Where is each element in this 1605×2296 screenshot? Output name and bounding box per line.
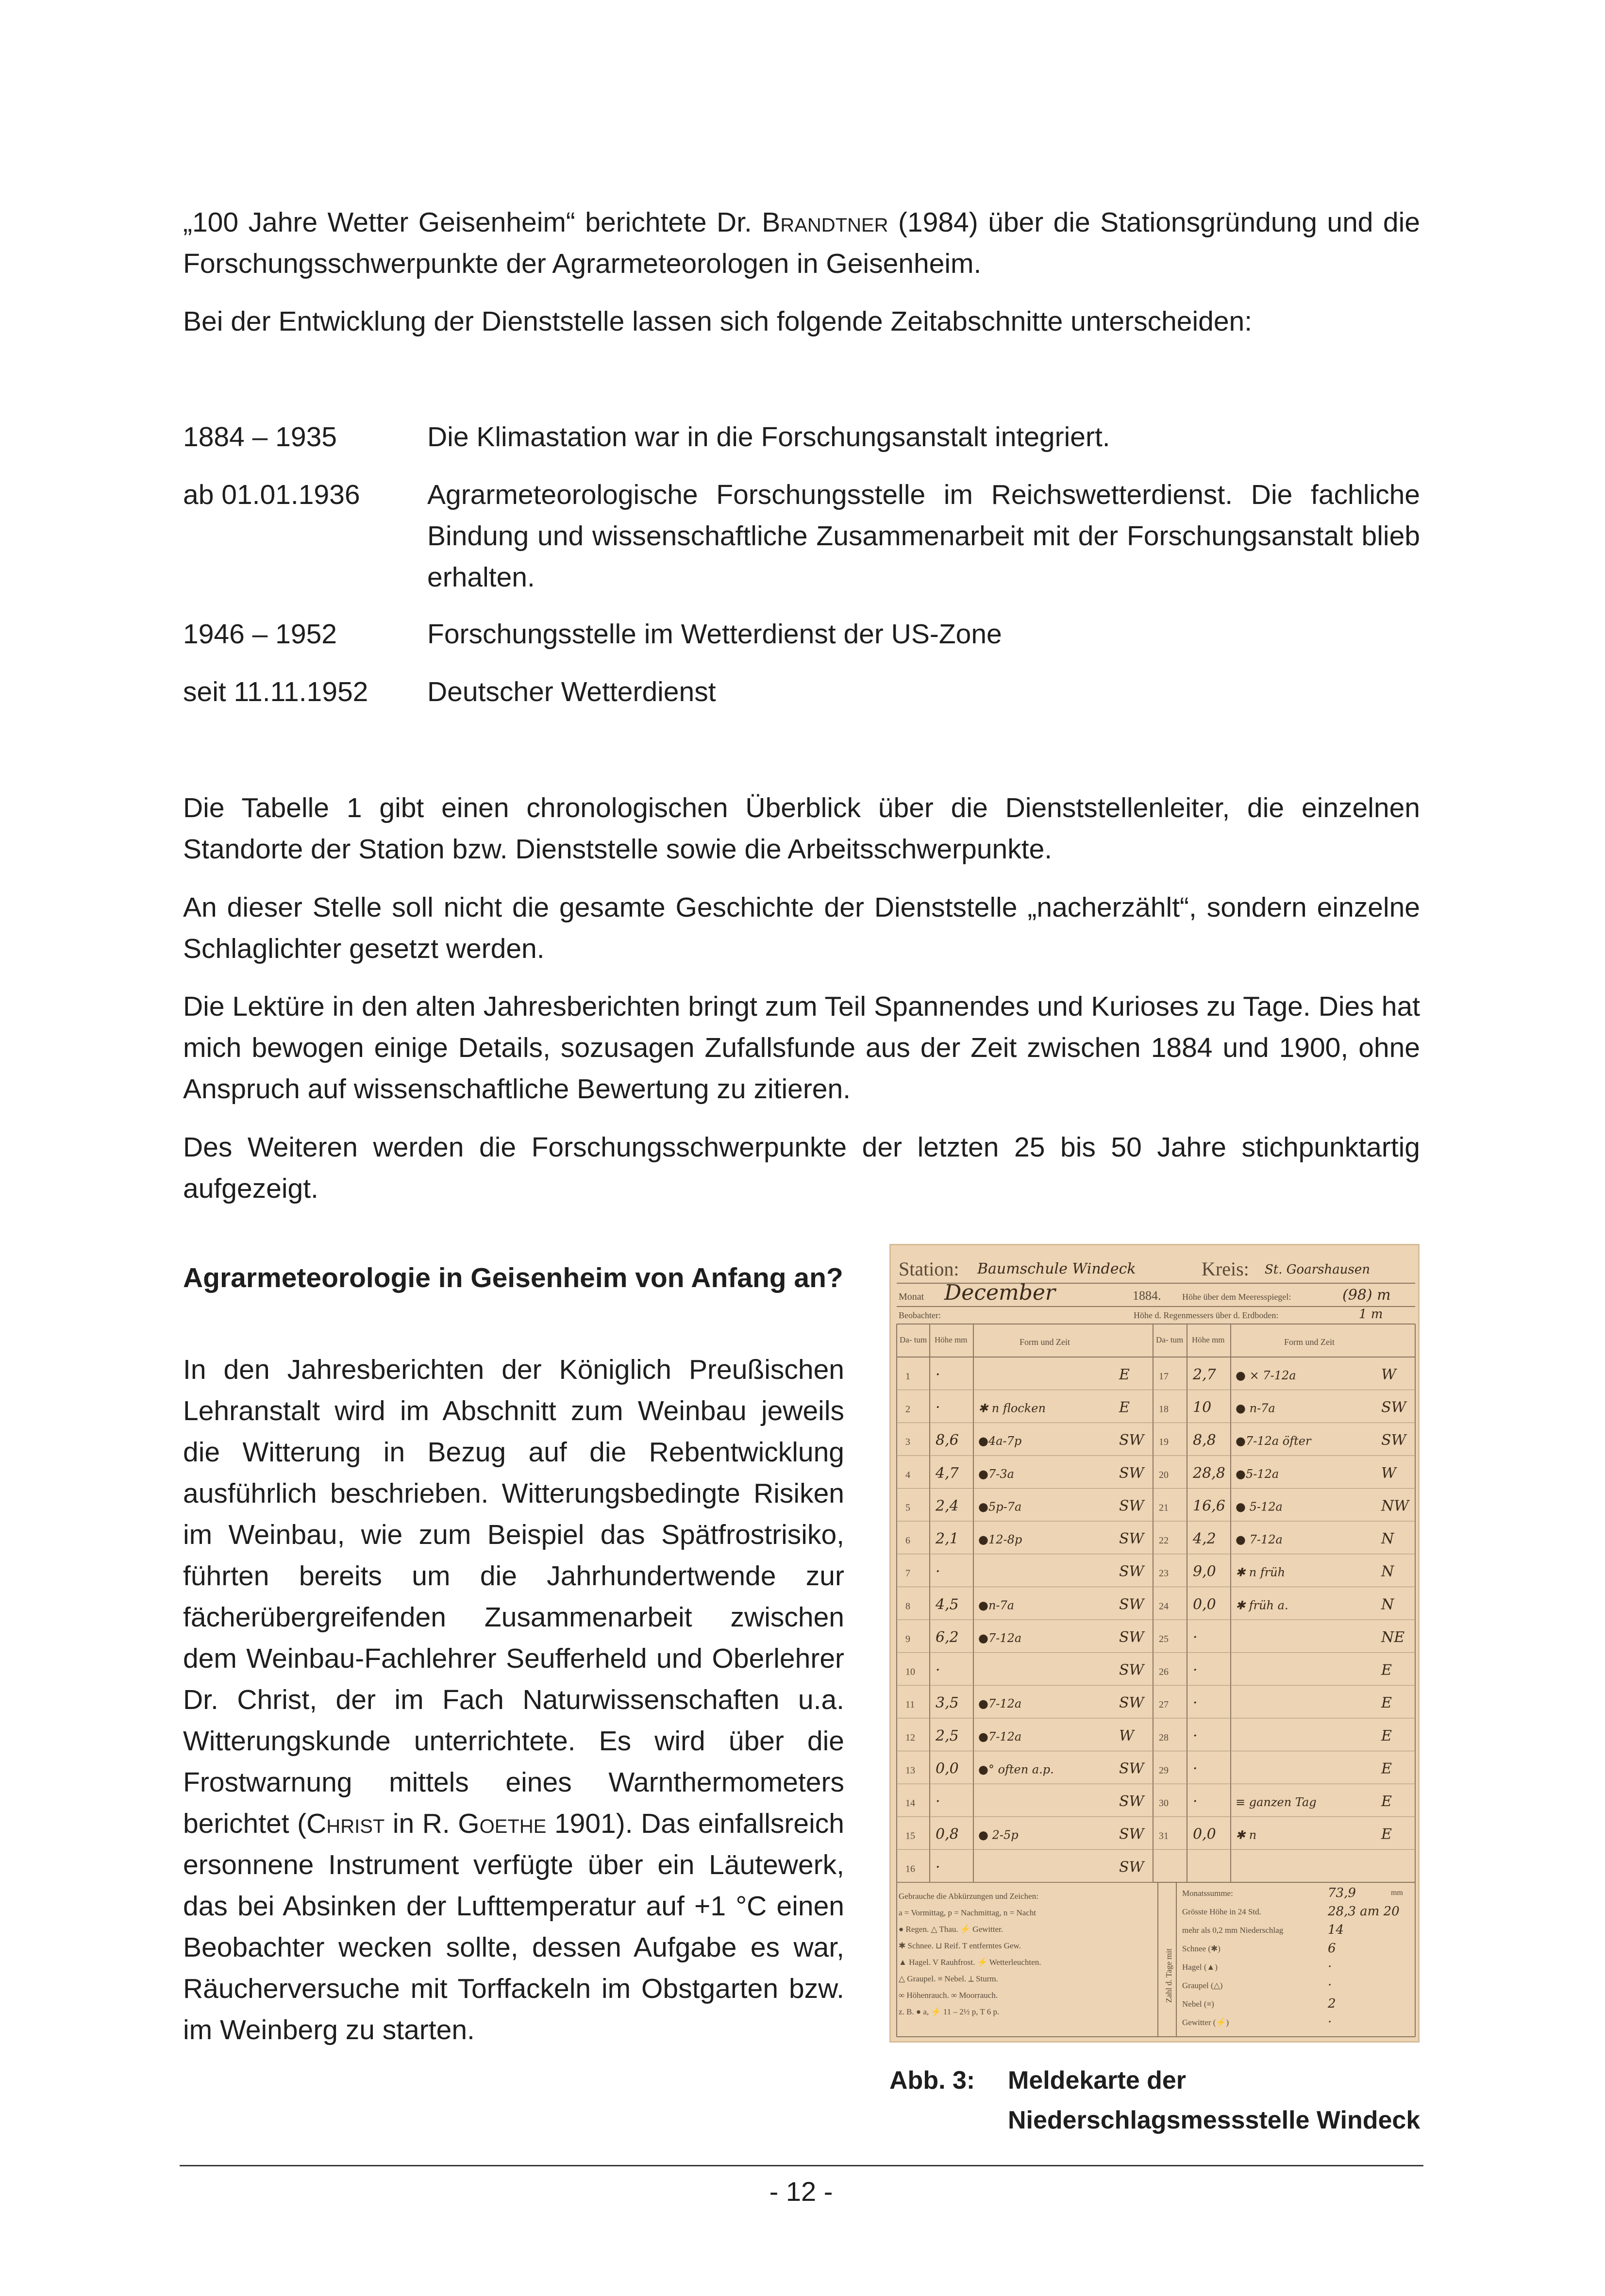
- card-day: 21: [1159, 1502, 1169, 1513]
- card-day: 10: [905, 1666, 915, 1677]
- card-form-time: ●° often a.p.: [978, 1762, 1054, 1776]
- card-form-time: ● 7-12a: [1236, 1533, 1283, 1547]
- card-day: 18: [1159, 1404, 1169, 1415]
- card-day: 7: [905, 1568, 910, 1579]
- card-day: 3: [905, 1437, 910, 1448]
- card-amount: 9,0: [1193, 1563, 1216, 1580]
- report-card-drawing: [891, 1245, 1420, 2043]
- card-day: 9: [905, 1633, 910, 1644]
- body-paragraph: Die Tabelle 1 gibt einen chronologischen Überblick über die Dienststellenleiter, die einzelnen Standorte der Station bzw. Dienststelle sowie die Arbeitsschwerpunkte.: [183, 792, 1420, 865]
- card-day: 24: [1159, 1601, 1169, 1612]
- card-wind: SW: [1119, 1760, 1144, 1777]
- card-day: 19: [1159, 1437, 1169, 1448]
- figure-caption: Meldekarte der Niederschlagsmessstelle Windeck: [1008, 2066, 1421, 2134]
- card-day: 23: [1159, 1568, 1169, 1579]
- summary-line: Schnee (✱): [1182, 1944, 1220, 1953]
- card-amount: ·: [1193, 1628, 1198, 1646]
- col-form-left: Form und Zeit: [1020, 1337, 1070, 1347]
- card-amount: 6,2: [936, 1628, 959, 1646]
- periods-intro: Bei der Entwicklung der Dienststelle lassen sich folgende Zeitabschnitte unterscheiden:: [183, 306, 1253, 337]
- card-wind: SW: [1119, 1859, 1144, 1876]
- summary-value: 73,9: [1328, 1886, 1356, 1900]
- summary-value: 28,3 am 20: [1328, 1904, 1400, 1919]
- card-amount: ·: [936, 1793, 940, 1810]
- citation-author: Christ: [306, 1808, 385, 1839]
- card-amount: ·: [1193, 1760, 1198, 1777]
- card-form-time: ●7-3a: [978, 1467, 1014, 1481]
- card-form-time: ●7-12a: [978, 1697, 1022, 1711]
- report-card-image: [889, 1244, 1420, 2043]
- card-wind: SW: [1119, 1628, 1144, 1646]
- card-wind: NW: [1381, 1497, 1409, 1515]
- card-amount: 2,4: [936, 1497, 959, 1515]
- page-number: - 12 -: [769, 2176, 833, 2207]
- beobachter-label: Beobachter:: [899, 1310, 941, 1320]
- legend-line: ✱ Schnee. ⊔ Reif. T entferntes Gew.: [899, 1941, 1021, 1950]
- card-day: 15: [905, 1830, 915, 1842]
- card-day: 11: [905, 1699, 915, 1710]
- card-form-time: ●n-7a: [978, 1598, 1015, 1612]
- card-day: 27: [1159, 1699, 1169, 1710]
- period-text: Die Klimastation war in die Forschungsanstalt integriert.: [427, 421, 1110, 452]
- card-amount: ·: [936, 1563, 940, 1580]
- card-amount: ·: [1193, 1793, 1198, 1810]
- kreis-value: St. Goarshausen: [1265, 1262, 1370, 1277]
- card-day: 17: [1159, 1371, 1169, 1382]
- card-wind: E: [1381, 1727, 1392, 1744]
- year-label: 1884.: [1133, 1289, 1161, 1303]
- legend-title: Gebrauche die Abkürzungen und Zeichen:: [899, 1892, 1038, 1901]
- body-paragraph: Des Weiteren werden die Forschungsschwerpunkte der letzten 25 bis 50 Jahre stichpunktartig aufgezeigt.: [183, 1132, 1420, 1204]
- card-wind: E: [1381, 1760, 1392, 1777]
- card-wind: SW: [1119, 1596, 1144, 1613]
- summary-unit: mm: [1391, 1889, 1403, 1897]
- card-wind: SW: [1119, 1464, 1144, 1482]
- citation-author: Goethe: [458, 1808, 547, 1839]
- summary-vertical-label: Zahl d. Tage mit: [1164, 1948, 1173, 2003]
- card-wind: N: [1381, 1563, 1394, 1580]
- card-form-time: ≡ ganzen Tag: [1236, 1795, 1317, 1810]
- intro-paragraph: „100 Jahre Wetter Geisenheim“ berichtete Dr. Brandtner (1984) über die Stationsgründung und die Forschungsschwerpunkte der Agrarmeteorologen in Geisenheim.: [183, 207, 1420, 279]
- card-amount: ·: [936, 1859, 940, 1876]
- card-wind: SW: [1119, 1530, 1144, 1548]
- col-form-right: Form und Zeit: [1284, 1337, 1335, 1347]
- author-name: Brandtner: [762, 207, 888, 238]
- card-day: 5: [905, 1502, 910, 1513]
- footer-rule: [180, 2165, 1423, 2166]
- card-day: 8: [905, 1601, 910, 1612]
- summary-line: mehr als 0,2 mm Niederschlag: [1182, 1926, 1284, 1935]
- card-amount: 3,5: [936, 1694, 959, 1712]
- card-day: 26: [1159, 1666, 1169, 1677]
- card-wind: W: [1381, 1464, 1396, 1482]
- card-amount: 16,6: [1193, 1497, 1225, 1515]
- card-amount: 2,5: [936, 1727, 959, 1744]
- summary-line: Monatssumme:: [1182, 1889, 1233, 1898]
- kreis-label: Kreis:: [1202, 1258, 1249, 1280]
- figure-label: Abb. 3:: [889, 2066, 975, 2095]
- legend-line: ∞ Höhenrauch. ∞ Moorrauch.: [899, 1991, 998, 2000]
- period-date: 1884 – 1935: [183, 421, 337, 452]
- regenmesser-value: 1 m: [1359, 1307, 1383, 1322]
- card-amount: 0,8: [936, 1826, 959, 1843]
- summary-line: Grösste Höhe in 24 Std.: [1182, 1907, 1261, 1916]
- summary-line: Nebel (≡): [1182, 1999, 1214, 2009]
- card-wind: E: [1381, 1826, 1392, 1843]
- hoehe-label: Höhe über dem Meeresspiegel:: [1182, 1292, 1291, 1302]
- summary-value: 14: [1328, 1923, 1344, 1937]
- card-amount: 0,0: [1193, 1826, 1216, 1843]
- card-wind: SW: [1119, 1497, 1144, 1515]
- card-wind: SW: [1119, 1432, 1144, 1449]
- card-day: 6: [905, 1535, 910, 1546]
- card-day: 20: [1159, 1469, 1169, 1480]
- card-amount: 4,7: [936, 1464, 959, 1482]
- card-day: 2: [905, 1404, 910, 1415]
- card-wind: SW: [1119, 1694, 1144, 1712]
- card-amount: 28,8: [1193, 1464, 1225, 1482]
- col-datum-right: Da- tum: [1156, 1335, 1184, 1344]
- card-amount: ·: [936, 1661, 940, 1679]
- card-amount: ·: [1193, 1727, 1198, 1744]
- section-paragraph: In den Jahresberichten der Königlich Preußischen Lehranstalt wird im Abschnitt zum Weinbau jeweils die Witterung in Bezug auf die Rebentwicklung ausführlich beschrieben. Witterungsbedingte Risiken im Weinbau, wie zum Beispiel das Spätfrostrisiko, führten bereits um die Jahrhundertwende zur fächerübergreifenden Zusammenarbeit zwischen dem Weinbau-Fachlehrer Seufferheld und Oberlehrer Dr. Christ, der im Fach Naturwissenschaften u.a. Witterungskunde unterrichtete. Es wird über die Frostwarnung mittels eines Warnthermometers berichtet (Christ in R. Goethe 1901). Das einfallsreich ersonnene Instrument verfügte über ein Läutewerk, das bei Absinken der Lufttemperatur auf +1 °C einen Beobachter wecken sollte, dessen Aufgabe es war, Räucherversuche mit Torffackeln im Obstgarten bzw. im Weinberg zu starten.: [183, 1354, 844, 2045]
- summary-value: ·: [1328, 1978, 1332, 1993]
- card-wind: N: [1381, 1530, 1394, 1548]
- period-text: Deutscher Wetterdienst: [427, 676, 716, 707]
- card-form-time: ● n-7a: [1236, 1401, 1275, 1415]
- card-form-time: ●7-12a: [978, 1729, 1022, 1743]
- card-day: 30: [1159, 1798, 1169, 1809]
- body-paragraph: Die Lektüre in den alten Jahresberichten bringt zum Teil Spannendes und Kurioses zu Tage. Dies hat mich bewogen einige Details, sozusagen Zufallsfunde aus der Zeit zwischen 1884 und 1900, ohne Anspruch auf wissenschaftliche Bewertung zu zitieren.: [183, 991, 1420, 1105]
- card-wind: E: [1381, 1661, 1392, 1679]
- card-day: 4: [905, 1469, 910, 1480]
- legend-line: a = Vormittag, p = Nachmittag, n = Nacht: [899, 1908, 1037, 1917]
- card-day: 29: [1159, 1765, 1169, 1776]
- monat-label: Monat: [899, 1291, 924, 1302]
- card-day: 22: [1159, 1535, 1169, 1546]
- summary-value: ·: [1328, 1960, 1332, 1974]
- card-wind: W: [1381, 1366, 1396, 1383]
- card-form-time: ✱ n flocken: [978, 1401, 1046, 1415]
- card-amount: 0,0: [936, 1760, 959, 1777]
- card-form-time: ●4a-7p: [978, 1434, 1022, 1448]
- card-form-time: ✱ n: [1236, 1828, 1257, 1842]
- card-wind: NE: [1381, 1628, 1405, 1646]
- card-wind: E: [1119, 1366, 1130, 1383]
- legend-line: ● Regen. △ Thau. ⚡ Gewitter.: [899, 1925, 1003, 1934]
- card-form-time: ✱ früh a.: [1236, 1598, 1288, 1612]
- card-form-time: ●7-12a öfter: [1236, 1434, 1311, 1448]
- card-day: 31: [1159, 1830, 1169, 1842]
- summary-value: 6: [1328, 1941, 1336, 1956]
- card-wind: W: [1119, 1727, 1134, 1744]
- card-form-time: ● 5-12a: [1236, 1500, 1283, 1514]
- legend-line: △ Graupel. ≡ Nebel. ⟂ Sturm.: [899, 1974, 998, 1983]
- summary-line: Hagel (▲): [1182, 1962, 1218, 1972]
- card-amount: ·: [1193, 1661, 1198, 1679]
- card-amount: 8,8: [1193, 1432, 1216, 1449]
- summary-value: 2: [1328, 1996, 1336, 2011]
- card-day: 28: [1159, 1732, 1169, 1743]
- summary-line: Gewitter (⚡): [1182, 2018, 1229, 2027]
- regenmesser-label: Höhe d. Regenmessers über d. Erdboden:: [1134, 1310, 1279, 1320]
- card-wind: SW: [1119, 1661, 1144, 1679]
- card-wind: SW: [1119, 1793, 1144, 1810]
- card-day: 12: [905, 1732, 915, 1743]
- card-wind: E: [1381, 1793, 1392, 1810]
- card-day: 25: [1159, 1633, 1169, 1644]
- card-amount: ·: [936, 1366, 940, 1383]
- hoehe-value: (98) m: [1342, 1287, 1391, 1304]
- card-form-time: ●7-12a: [978, 1631, 1022, 1645]
- period-text: Forschungsstelle im Wetterdienst der US-Zone: [427, 619, 1002, 650]
- card-form-time: ● 2-5p: [978, 1828, 1019, 1842]
- card-amount: 4,5: [936, 1596, 959, 1613]
- card-amount: 4,2: [1193, 1530, 1216, 1548]
- period-date: ab 01.01.1936: [183, 479, 360, 510]
- card-wind: SW: [1119, 1563, 1144, 1580]
- monat-value: December: [944, 1280, 1055, 1305]
- section-heading: Agrarmeteorologie in Geisenheim von Anfang an?: [183, 1262, 843, 1293]
- card-day: 16: [905, 1863, 915, 1875]
- card-form-time: ✱ n früh: [1236, 1565, 1286, 1579]
- card-form-time: ●5-12a: [1236, 1467, 1279, 1481]
- card-day: 14: [905, 1798, 915, 1809]
- card-amount: 8,6: [936, 1432, 959, 1449]
- card-form-time: ● × 7-12a: [1236, 1368, 1296, 1382]
- col-hoehe-right: Höhe mm: [1192, 1335, 1225, 1344]
- period-date: seit 11.11.1952: [183, 676, 368, 707]
- legend-line: z. B. ● a, ⚡ 11 – 2½ p, T 6 p.: [899, 2007, 1000, 2016]
- summary-value: ·: [1328, 2015, 1332, 2029]
- col-datum-left: Da- tum: [900, 1335, 927, 1344]
- card-amount: ·: [1193, 1694, 1198, 1712]
- summary-line: Graupel (△): [1182, 1981, 1223, 1990]
- card-amount: 10: [1193, 1399, 1212, 1416]
- body-paragraph: An dieser Stelle soll nicht die gesamte Geschichte der Dienststelle „nacherzählt“, sondern einzelne Schlaglichter gesetzt werden.: [183, 892, 1420, 964]
- station-value: Baumschule Windeck: [977, 1260, 1136, 1277]
- col-hoehe-left: Höhe mm: [935, 1335, 968, 1344]
- card-wind: E: [1381, 1694, 1392, 1712]
- card-wind: SW: [1381, 1432, 1406, 1449]
- period-date: 1946 – 1952: [183, 619, 337, 650]
- card-wind: E: [1119, 1399, 1130, 1416]
- card-form-time: ●5p-7a: [978, 1500, 1022, 1514]
- card-amount: ·: [936, 1399, 940, 1416]
- card-wind: SW: [1381, 1399, 1406, 1416]
- card-amount: 2,1: [936, 1530, 959, 1548]
- period-text: Agrarmeteorologische Forschungsstelle im Reichswetterdienst. Die fachliche Bindung und wissenschaftliche Zusammenarbeit mit der Forschungsanstalt blieb erhalten.: [427, 479, 1420, 593]
- card-amount: 0,0: [1193, 1596, 1216, 1613]
- card-wind: N: [1381, 1596, 1394, 1613]
- legend-line: ▲ Hagel. V Rauhfrost. ⚡ Wetterleuchten.: [899, 1958, 1041, 1967]
- card-form-time: ●12-8p: [978, 1533, 1022, 1547]
- card-amount: 2,7: [1193, 1366, 1216, 1383]
- card-wind: SW: [1119, 1826, 1144, 1843]
- card-day: 1: [905, 1371, 910, 1382]
- station-label: Station:: [899, 1258, 959, 1280]
- card-day: 13: [905, 1765, 915, 1776]
